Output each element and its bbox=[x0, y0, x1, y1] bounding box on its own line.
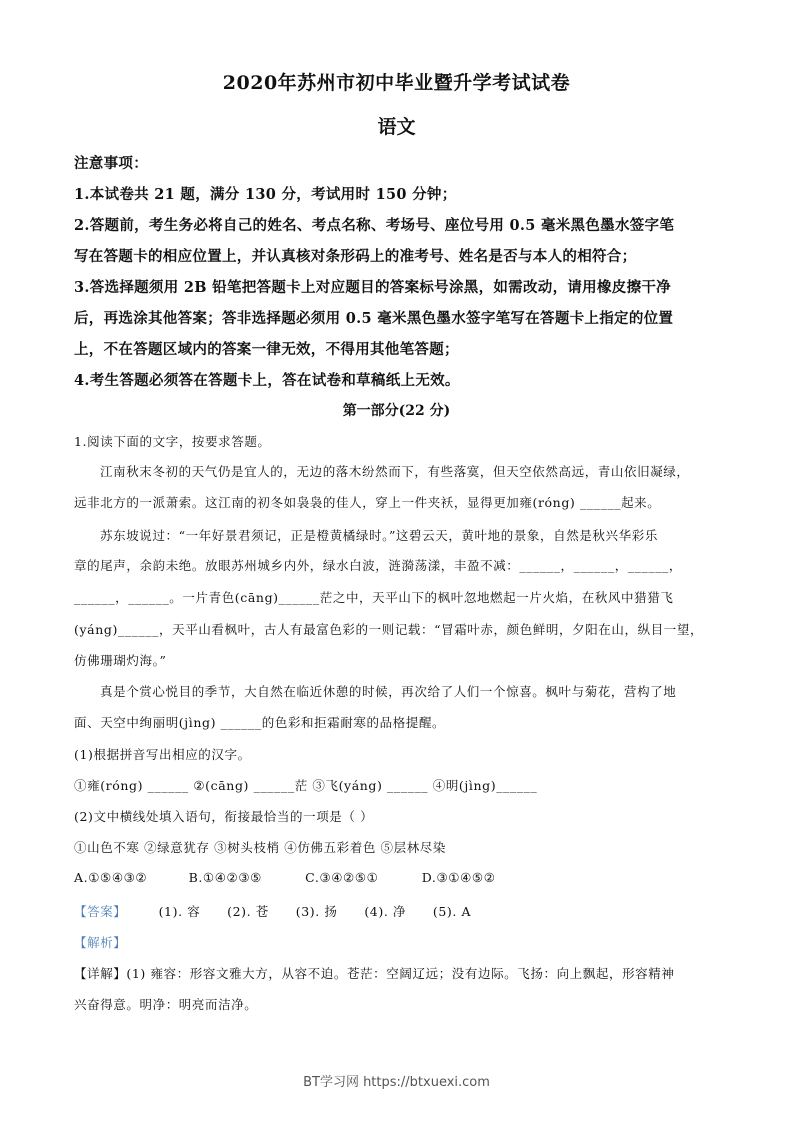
answer-label: 【答案】 bbox=[74, 904, 127, 919]
sub-question-1-items: ①雍(róng) ______ ②(cāng) ______茫 ③飞(yáng) ______ ④明(jìng)______ bbox=[74, 778, 538, 793]
notice-heading: 注意事项： bbox=[74, 155, 148, 172]
notice-line: 上，不在答题区域内的答案一律无效，不得用其他笔答题； bbox=[74, 341, 459, 358]
passage-line: 苏东坡说过：“一年好景君须记，正是橙黄橘绿时。”这碧云天，黄叶地的景象，自然是秋兴华彩乐 bbox=[100, 528, 658, 543]
section-title: 第一部分(22 分) bbox=[342, 403, 451, 419]
detail-line: 【详解】(1) 雍容：形容文雅大方，从容不迫。苍茫：空阔辽远；没有边际。飞扬：向上飘起，形容精神 bbox=[74, 966, 675, 981]
notice-line: 3.答选择题须用 2B 铅笔把答题卡上对应题目的答案标号涂黑，如需改动，请用橡皮擦干净 bbox=[74, 279, 671, 296]
answer-item: (4). 净 bbox=[364, 904, 407, 919]
exam-subject: 语文 bbox=[377, 116, 416, 138]
passage-line: 章的尾声，余韵未绝。放眼苏州城乡内外，绿水白波，涟漪荡漾，丰盈不减：______，______，______， bbox=[74, 558, 683, 573]
passage-line: 仿佛珊瑚灼海。” bbox=[74, 653, 167, 668]
footer-watermark: BT学习网 https://btxuexi.com bbox=[303, 1075, 490, 1090]
passage-line: 江南秋末冬初的天气仍是宜人的，无边的落木纷然而下，有些落寞，但天空依然高远，青山依旧凝绿， bbox=[100, 464, 690, 479]
choice-c: C.③④②⑤① bbox=[305, 870, 379, 885]
notice-line: 写在答题卡的相应位置上，并认真核对条形码上的准考号、姓名是否与本人的相符合； bbox=[74, 248, 637, 265]
passage-line: 远非北方的一派萧索。这江南的初冬如袅袅的佳人，穿上一件夹袄，显得更加雍(róng) ______起来。 bbox=[74, 495, 661, 510]
notice-line: 2.答题前，考生务必将自己的姓名、考点名称、考场号、座位号用 0.5 毫米黑色墨水签字笔 bbox=[74, 217, 675, 234]
exam-title: 2020年苏州市初中毕业暨升学考试试卷 bbox=[222, 72, 571, 94]
sub-question-2-options: ①山色不寒 ②绿意犹存 ③树头枝梢 ④仿佛五彩着色 ⑤层林尽染 bbox=[74, 840, 446, 855]
passage-line: ______，______。一片青色(cāng)______茫之中，天平山下的枫叶忽地燃起一片火焰，在秋风中猎猎飞 bbox=[74, 590, 674, 605]
answer-row bbox=[74, 902, 471, 920]
choice-a: A.①⑤④③② bbox=[74, 870, 148, 885]
notice-line: 后，再选涂其他答案；答非选择题必须用 0.5 毫米黑色墨水签字笔写在答题卡上指定的位置 bbox=[74, 310, 674, 327]
notice-line: 4.考生答题必须答在答题卡上，答在试卷和草稿纸上无效。 bbox=[74, 372, 460, 389]
passage-line: 真是个赏心悦目的季节，大自然在临近休憩的时候，再次给了人们一个惊喜。枫叶与菊花，营构了地 bbox=[100, 684, 677, 699]
passage-line: 面、天空中绚丽明(jìng) ______的色彩和拒霜耐寒的品格提醒。 bbox=[74, 715, 446, 730]
choice-d: D.③①④⑤② bbox=[421, 870, 496, 885]
detail-line: 兴奋得意。明净：明亮而洁净。 bbox=[74, 997, 258, 1012]
choice-b: B.①④②③⑤ bbox=[188, 870, 262, 885]
question-prompt: 1.阅读下面的文字，按要求答题。 bbox=[74, 434, 271, 449]
sub-question-1-prompt: (1)根据拼音写出相应的汉字。 bbox=[74, 747, 251, 762]
sub-question-2-prompt: (2)文中横线处填入语句，衔接最恰当的一项是（ ） bbox=[74, 809, 374, 824]
answer-item: (1). 容 bbox=[158, 904, 201, 919]
answer-item: (2). 苍 bbox=[227, 904, 269, 919]
passage-line: (yáng)______，天平山看枫叶，古人有最富色彩的一则记载：“冒霜叶赤，颜色鲜明，夕阳在山，纵目一望， bbox=[74, 622, 704, 637]
answer-item: (5). A bbox=[432, 904, 472, 919]
choice-row bbox=[74, 870, 496, 885]
analysis-label: 【解析】 bbox=[74, 935, 127, 950]
answer-item: (3). 扬 bbox=[295, 904, 338, 919]
notice-line: 1.本试卷共 21 题，满分 130 分，考试用时 150 分钟； bbox=[74, 186, 457, 203]
